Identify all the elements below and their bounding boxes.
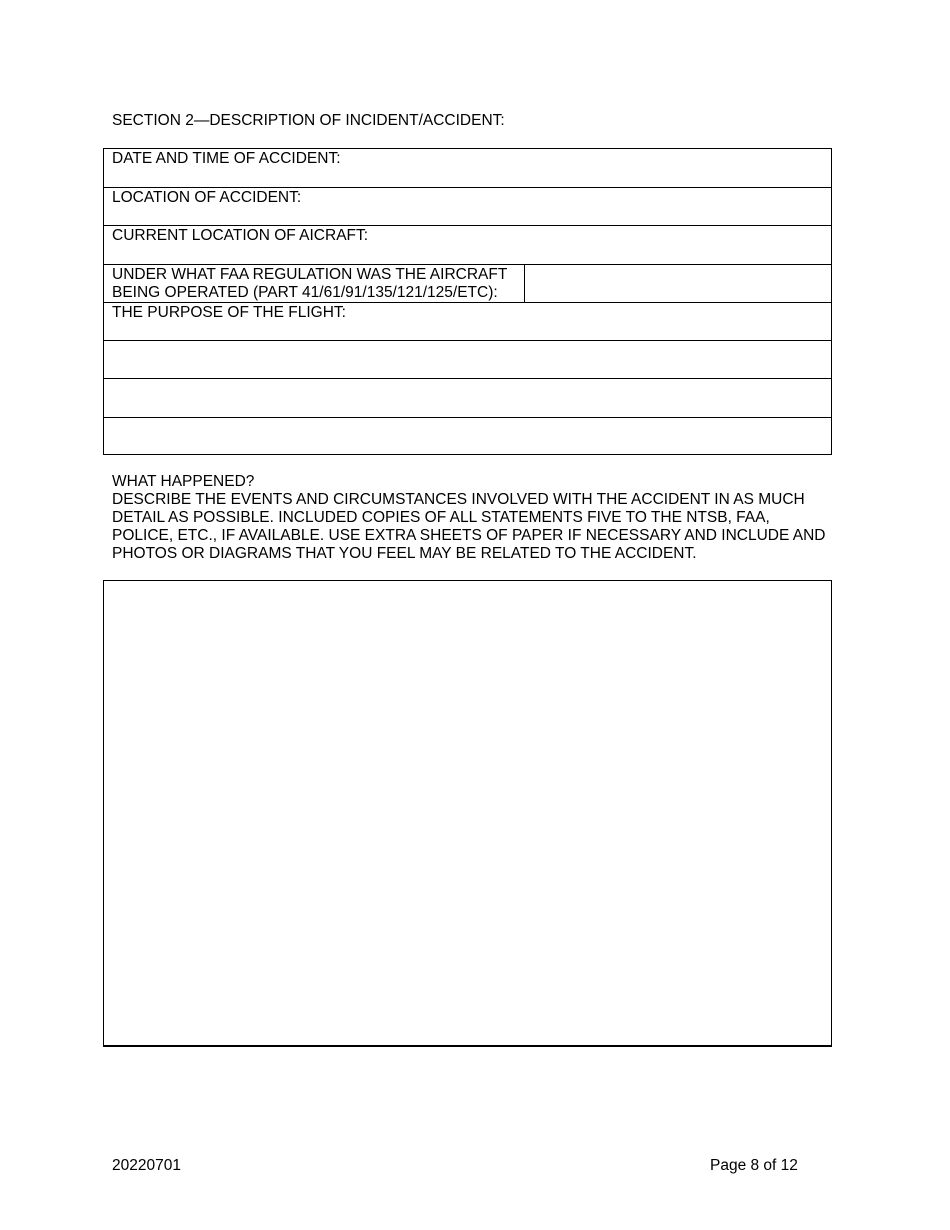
what-happened-title: WHAT HAPPENED?	[112, 473, 255, 490]
instruction-line: DETAIL AS POSSIBLE. INCLUDED COPIES OF ALL STATEMENTS FIVE TO THE NTSB, FAA,	[112, 509, 770, 526]
regulation-label-line1: UNDER WHAT FAA REGULATION WAS THE AIRCRAFT	[112, 266, 508, 283]
current-location-label: CURRENT LOCATION OF AICRAFT:	[112, 227, 369, 244]
instruction-line: POLICE, ETC., IF AVAILABLE. USE EXTRA SHEETS OF PAPER IF NECESSARY AND INCLUDE AND	[112, 527, 826, 544]
page-number: Page 8 of 12	[710, 1157, 798, 1174]
location-row[interactable]	[104, 188, 831, 226]
date-time-label: DATE AND TIME OF ACCIDENT:	[112, 150, 341, 167]
regulation-row	[104, 265, 831, 303]
location-label: LOCATION OF ACCIDENT:	[112, 189, 302, 206]
regulation-label-line2: BEING OPERATED (PART 41/61/91/135/121/125/ETC):	[112, 284, 498, 301]
incident-details-table	[103, 148, 832, 455]
instruction-line: PHOTOS OR DIAGRAMS THAT YOU FEEL MAY BE RELATED TO THE ACCIDENT.	[112, 545, 697, 562]
purpose-label: THE PURPOSE OF THE FLIGHT:	[112, 304, 346, 321]
purpose-blank-line[interactable]	[104, 341, 831, 379]
what-happened-narrative-box[interactable]	[103, 580, 832, 1047]
what-happened-instructions	[112, 491, 852, 563]
section-title: SECTION 2—DESCRIPTION OF INCIDENT/ACCIDENT:	[112, 112, 505, 129]
current-location-row[interactable]	[104, 226, 831, 265]
purpose-blank-line[interactable]	[104, 418, 831, 456]
purpose-row[interactable]	[104, 303, 831, 341]
instruction-line: DESCRIBE THE EVENTS AND CIRCUMSTANCES INVOLVED WITH THE ACCIDENT IN AS MUCH	[112, 491, 805, 508]
date-time-row[interactable]	[104, 149, 831, 188]
revision-code: 20220701	[112, 1157, 181, 1174]
purpose-blank-line[interactable]	[104, 379, 831, 418]
regulation-label	[112, 266, 507, 302]
regulation-answer-field[interactable]	[524, 265, 525, 302]
